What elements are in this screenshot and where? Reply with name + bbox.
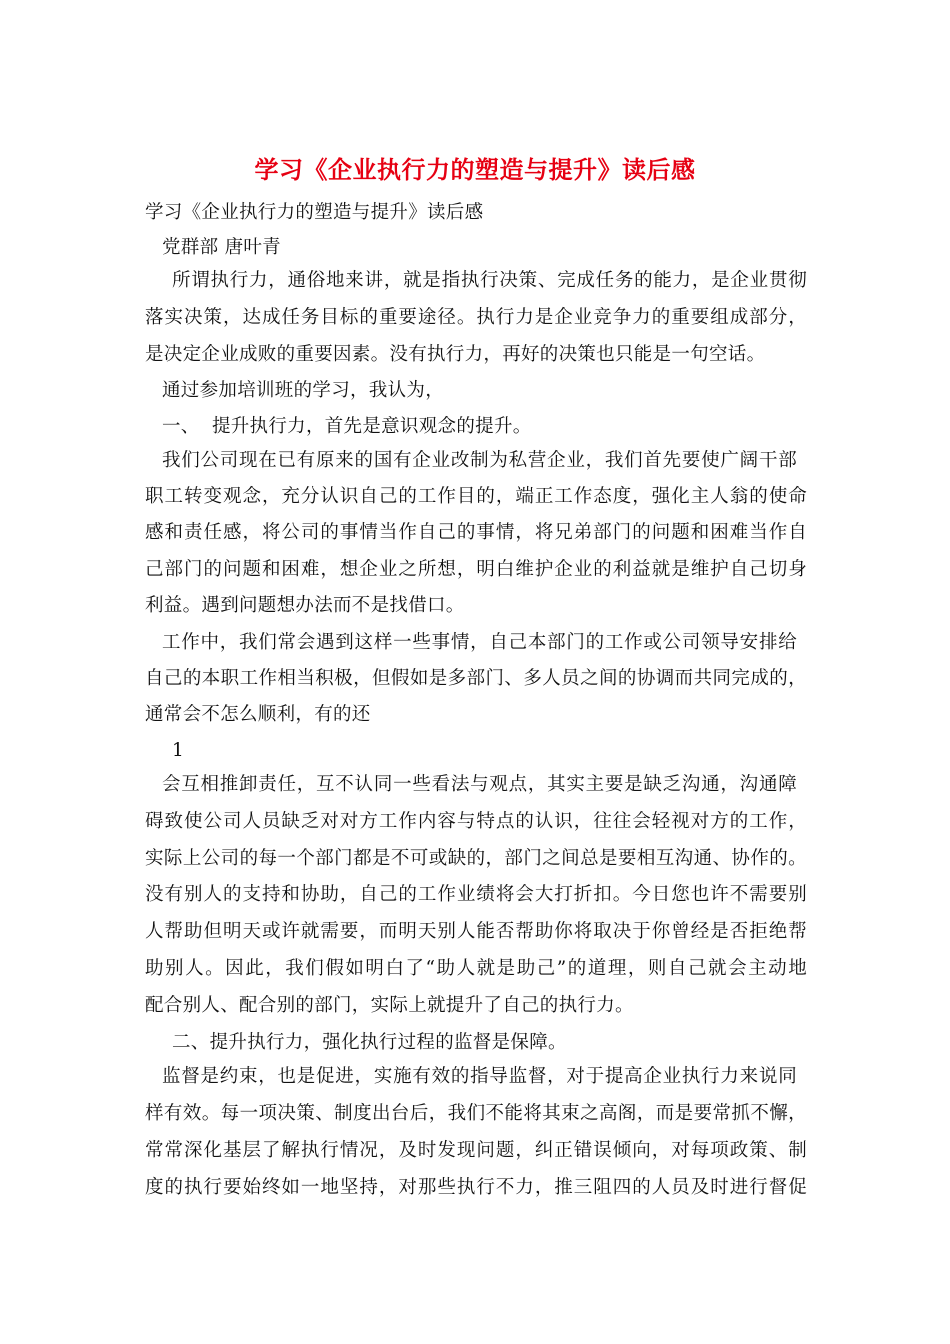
paragraph-line: 感和责任感，将公司的事情当作自己的事情，将兄弟部门的问题和困难当作自 xyxy=(145,522,807,543)
paragraph-line: 自己的本职工作相当积极，但假如是多部门、多人员之间的协调而共同完成的， xyxy=(145,668,807,689)
section-heading: 二、提升执行力，强化执行过程的监督是保障。 xyxy=(172,1032,567,1053)
paragraph-line: 监督是约束，也是促进，实施有效的指导监督，对于提高企业执行力来说同 xyxy=(162,1066,797,1087)
paragraph-line: 职工转变观念，充分认识自己的工作目的，端正工作态度，强化主人翁的使命 xyxy=(145,486,807,507)
paragraph-line: 工作中，我们常会遇到这样一些事情，自己本部门的工作或公司领导安排给 xyxy=(162,632,797,653)
paragraph-line: 会互相推卸责任，互不认同一些看法与观点，其实主要是缺乏沟通，沟通障 xyxy=(162,774,797,795)
author-line: 党群部 唐叶青 xyxy=(162,237,281,258)
paragraph-line: 己部门的问题和困难，想企业之所想，明白维护企业的利益就是维护自己切身 xyxy=(145,559,807,580)
paragraph-line: 落实决策，达成任务目标的重要途径。执行力是企业竞争力的重要组成部分， xyxy=(145,307,807,328)
paragraph-line: 实际上公司的每一个部门都是不可或缺的，部门之间总是要相互沟通、协作的。 xyxy=(145,848,807,869)
paragraph-line: 配合别人、配合别的部门，实际上就提升了自己的执行力。 xyxy=(145,995,634,1016)
section-heading: 一、 提升执行力，首先是意识观念的提升。 xyxy=(162,416,532,437)
paragraph-line: 我们公司现在已有原来的国有企业改制为私营企业，我们首先要使广阔干部 xyxy=(162,450,797,471)
paragraph-line: 人帮助但明天或许就需要，而明天别人能否帮助你将取决于你曾经是否拒绝帮 xyxy=(145,921,807,942)
paragraph-line: 是决定企业成败的重要因素。没有执行力，再好的决策也只能是一句空话。 xyxy=(145,344,766,365)
paragraph-line: 通常会不怎么顺利，有的还 xyxy=(145,704,371,725)
paragraph-line: 助别人。因此，我们假如明白了“助人就是助己”的道理，则自己就会主动地 xyxy=(145,958,807,979)
paragraph-line: 碍致使公司人员缺乏对对方工作内容与特点的认识，往往会轻视对方的工作， xyxy=(145,811,807,832)
paragraph-line: 利益。遇到问题想办法而不是找借口。 xyxy=(145,595,465,616)
paragraph-line: 通过参加培训班的学习，我认为， xyxy=(162,380,445,401)
paragraph-line: 度的执行要始终如一地坚持，对那些执行不力，推三阻四的人员及时进行督促 xyxy=(145,1177,807,1198)
paragraph-line: 样有效。每一项决策、制度出台后，我们不能将其束之高阁，而是要常抓不懈， xyxy=(145,1103,807,1124)
paragraph-line: 常常深化基层了解执行情况，及时发现问题，纠正错误倾向，对每项政策、制 xyxy=(145,1140,807,1161)
document-title: 学习《企业执行力的塑造与提升》读后感 xyxy=(254,156,696,184)
subtitle: 学习《企业执行力的塑造与提升》读后感 xyxy=(145,202,484,223)
paragraph-line: 没有别人的支持和协助，自己的工作业绩将会大打折扣。今日您也许不需要别 xyxy=(145,884,807,905)
paragraph-line: 所谓执行力，通俗地来讲，就是指执行决策、完成任务的能力，是企业贯彻 xyxy=(172,270,807,291)
page-number: 1 xyxy=(172,740,185,761)
